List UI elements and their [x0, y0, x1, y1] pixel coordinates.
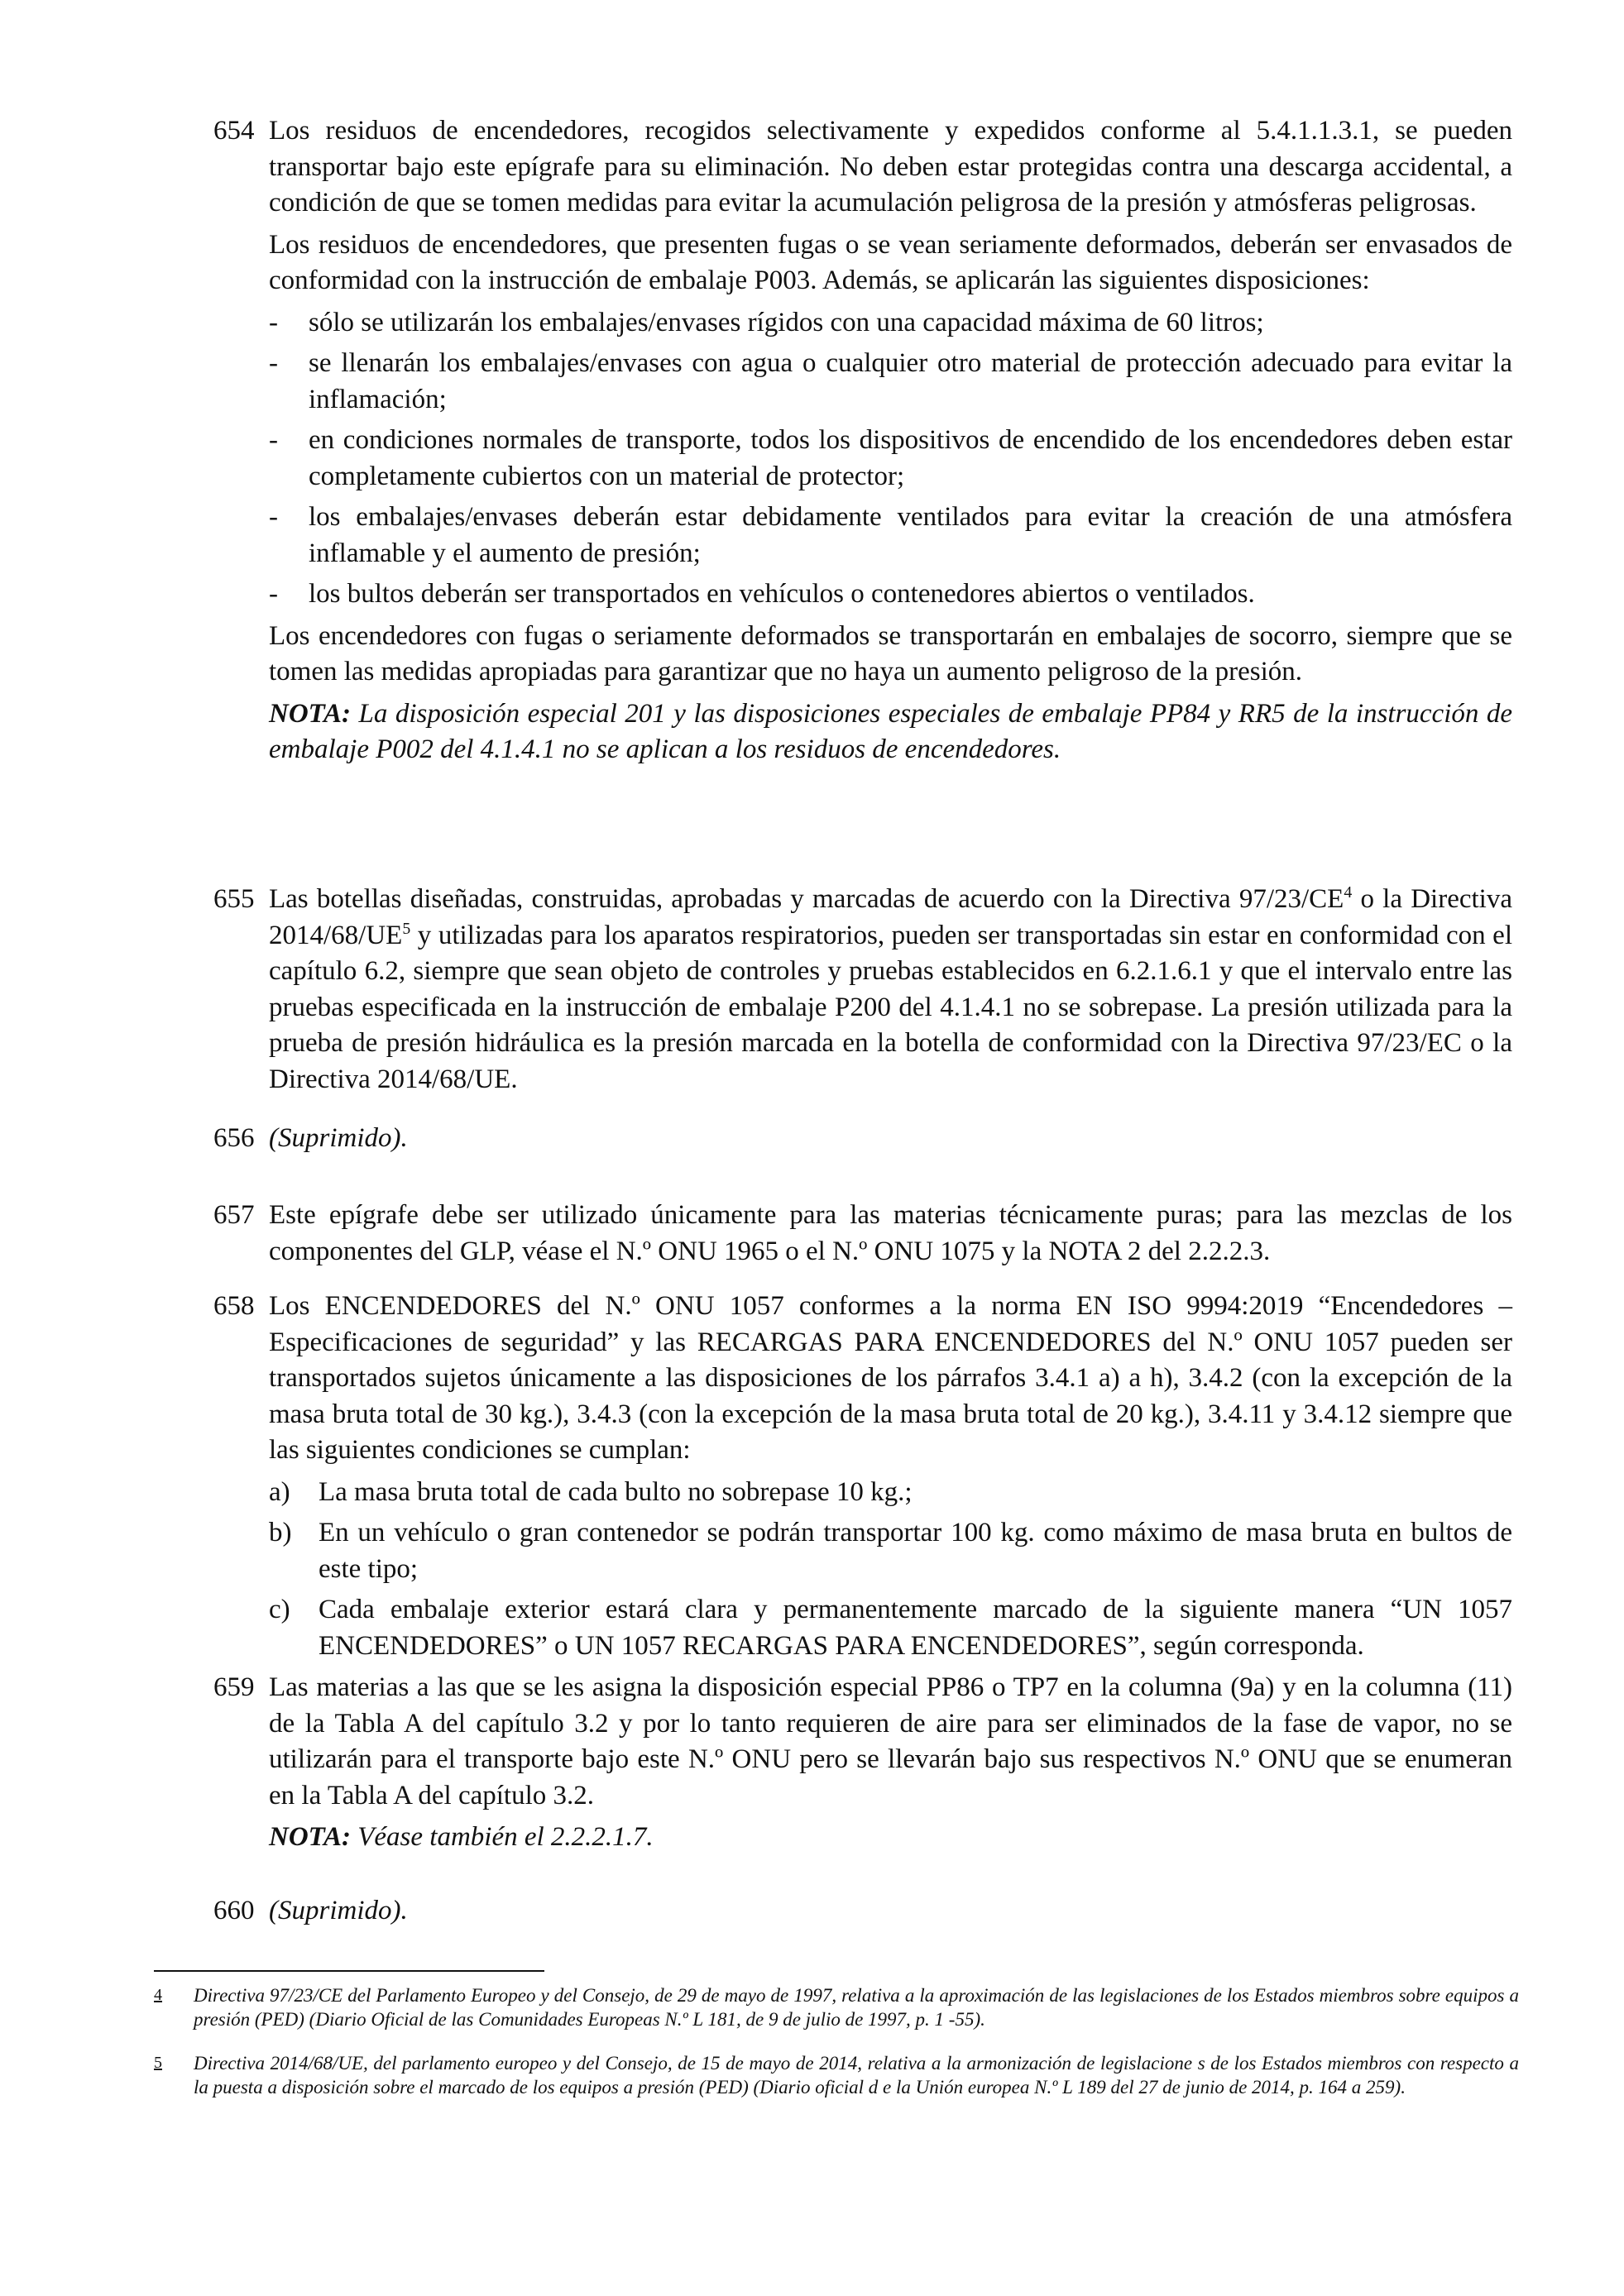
footnote-ref[interactable]: 4	[1344, 883, 1353, 902]
list-item-text: los bultos deberán ser transportados en vehículos o contenedores abiertos o ventilados.	[309, 579, 1255, 609]
provision-body	[269, 1198, 1512, 1270]
list-item-text: La masa bruta total de cada bulto no sobrepase 10 kg.;	[319, 1476, 913, 1507]
paragraph-text: o la Directiva 2014/68/UE	[269, 884, 1512, 950]
provision-660	[213, 1893, 1512, 1935]
provision-657	[213, 1198, 1512, 1275]
provision-656	[213, 1121, 1512, 1163]
footnote-ref[interactable]: 5	[402, 919, 411, 938]
provision-body	[269, 113, 1512, 768]
provision-body	[269, 1893, 1512, 1930]
footnote-number: 5	[154, 2054, 162, 2072]
paragraph-text: y utilizadas para los aparatos respiratorios, pueden ser transportadas sin estar en conformidad con el capítulo 6.2, siempre que sean objeto de controles y pruebas establecidos en 6.2.1.6.1 y que el intervalo entre las pruebas especificada en la instrucción de embalaje P200 del 4.1.4.1 no se sobrepase. La presión utilizada para la prueba de presión hidráulica es la presión marcada en la botella de conformidad con la Directiva 97/23/EC o la Directiva 2014/68/UE.	[269, 920, 1512, 1094]
provision-654	[213, 113, 1512, 774]
provision-655	[213, 882, 1512, 1103]
provision-number: 654	[213, 116, 255, 146]
note-text: Véase también el 2.2.2.1.7.	[357, 1822, 654, 1852]
paragraph: Este epígrafe debe ser utilizado únicamente para las materias técnicamente puras; para las mezclas de los componentes del GLP, véase el N.º ONU 1965 o el N.º ONU 1075 y la NOTA 2 del 2.2.2.3.	[269, 1200, 1512, 1266]
footnote-4	[154, 1983, 1519, 2031]
provision-number: 659	[213, 1672, 255, 1702]
list-item-text: Cada embalaje exterior estará clara y permanentemente marcado de la siguiente manera “UN 1057 ENCENDEDORES” o UN 1057 RECARGAS PARA ENCENDEDORES”, según corresponda.	[319, 1595, 1512, 1661]
list-item-text: se llenarán los embalajes/envases con agua o cualquier otro material de protección adecuado para evitar la inflamación;	[309, 348, 1512, 414]
provision-number: 658	[213, 1291, 255, 1321]
paragraph: Los encendedores con fugas o seriamente deformados se transportarán en embalajes de socorro, siempre que se tomen las medidas apropiadas para garantizar que no haya un aumento peligroso de la presión.	[269, 620, 1512, 686]
list-dash-mark: -	[269, 348, 278, 378]
provision-659	[213, 1670, 1512, 1862]
provision-number: 656	[213, 1123, 255, 1153]
footnote-text: Directiva 97/23/CE del Parlamento Europeo y del Consejo, de 29 de mayo de 1997, relativa a la aproximación de las legislaciones de los Estados miembros sobre equipos a presión (PED) (Diario Oficial de las Comunidades Europeas N.º L 181, de 9 de julio de 1997, p. 1 -55).	[194, 1985, 1519, 2030]
note	[269, 696, 1512, 768]
list-dash-mark: -	[269, 307, 278, 337]
list-item	[269, 1515, 1512, 1587]
footnote-number: 4	[154, 1986, 162, 2004]
provision-body	[269, 882, 1512, 1098]
paragraph: (Suprimido).	[269, 1123, 408, 1153]
note-text: La disposición especial 201 y las disposiciones especiales de embalaje PP84 y RR5 de la instrucción de embalaje P002 del 4.1.4.1 no se aplican a los residuos de encendedores.	[269, 698, 1513, 764]
paragraph: Los residuos de encendedores, que presenten fugas o se vean seriamente deformados, deberán ser envasados de conformidad con la instrucción de embalaje P003. Además, se aplicarán las siguientes disposiciones:	[269, 229, 1512, 295]
paragraph-text: Las botellas diseñadas, construidas, aprobadas y marcadas de acuerdo con la Directiva 97/23/CE	[269, 884, 1344, 914]
note-label: NOTA:	[269, 698, 351, 729]
list-item	[269, 305, 1512, 342]
paragraph: Las materias a las que se les asigna la disposición especial PP86 o TP7 en la columna (9a) y en la columna (11) de la Tabla A del capítulo 3.2 y por lo tanto requieren de aire para ser eliminados de la fase de vapor, no se utilizarán para el transporte bajo este N.º ONU pero se llevarán bajo sus respectivos N.º ONU que se enumeran en la Tabla A del capítulo 3.2.	[269, 1672, 1512, 1810]
list-item	[269, 346, 1512, 418]
provision-body	[269, 1121, 1512, 1157]
list-item	[269, 1475, 1512, 1511]
list-dash-mark: -	[269, 502, 278, 532]
list-item-text: En un vehículo o gran contenedor se podrán transportar 100 kg. como máximo de masa bruta en bultos de este tipo;	[319, 1518, 1512, 1584]
dash-list	[269, 305, 1512, 613]
list-item-text: sólo se utilizarán los embalajes/envases rígidos con una capacidad máxima de 60 litros;	[309, 307, 1264, 337]
lettered-list	[269, 1475, 1512, 1665]
note	[269, 1820, 1512, 1856]
provision-body	[269, 1670, 1512, 1856]
paragraph: Los residuos de encendedores, recogidos selectivamente y expedidos conforme al 5.4.1.1.3.1, se pueden transportar bajo este epígrafe para su eliminación. No deben estar protegidas contra una descarga accidental, a condición de que se tomen medidas para evitar la acumulación peligrosa de la presión y atmósferas peligrosas.	[269, 116, 1512, 218]
paragraph: (Suprimido).	[269, 1896, 408, 1925]
note-label: NOTA:	[269, 1822, 351, 1852]
footnote-5	[154, 2051, 1519, 2099]
list-letter: b)	[269, 1518, 292, 1547]
provision-body	[269, 1289, 1512, 1664]
list-item-text: los embalajes/envases deberán estar debidamente ventilados para evitar la creación de una atmósfera inflamable y el aumento de presión;	[309, 502, 1512, 568]
list-letter: c)	[269, 1595, 290, 1624]
paragraph	[269, 882, 1512, 1098]
list-item	[269, 500, 1512, 572]
footnote-text: Directiva 2014/68/UE, del parlamento europeo y del Consejo, de 15 de mayo de 2014, relativa a la armonización de legislacione s de los Estados miembros con respecto a la puesta a disposición sobre el marcado de los equipos a presión (PED) (Diario oficial d e la Unión europea N.º L 189 del 27 de junio de 2014, p. 164 a 259).	[194, 2053, 1519, 2097]
provision-number: 657	[213, 1200, 255, 1230]
list-dash-mark: -	[269, 425, 278, 455]
list-item	[269, 423, 1512, 495]
footnote-divider	[154, 1970, 544, 1972]
list-letter: a)	[269, 1476, 290, 1507]
provision-number: 655	[213, 884, 255, 914]
list-item	[269, 576, 1512, 613]
list-item-text: en condiciones normales de transporte, todos los dispositivos de encendido de los encendedores deben estar completamente cubiertos con un material de protector;	[309, 425, 1512, 491]
list-item	[269, 1592, 1512, 1664]
paragraph: Los ENCENDEDORES del N.º ONU 1057 conformes a la norma EN ISO 9994:2019 “Encendedores – Especificaciones de seguridad” y las RECARGAS PARA ENCENDEDORES del N.º ONU 1057 pueden ser transportados sujetos únicamente a las disposiciones de los párrafos 3.4.1 a) a h), 3.4.2 (con la excepción de la masa bruta total de 30 kg.), 3.4.3 (con la excepción de la masa bruta total de 20 kg.), 3.4.11 y 3.4.12 siempre que las siguientes condiciones se cumplan:	[269, 1291, 1512, 1465]
list-dash-mark: -	[269, 579, 278, 609]
provision-658	[213, 1289, 1512, 1670]
provision-number: 660	[213, 1896, 255, 1925]
